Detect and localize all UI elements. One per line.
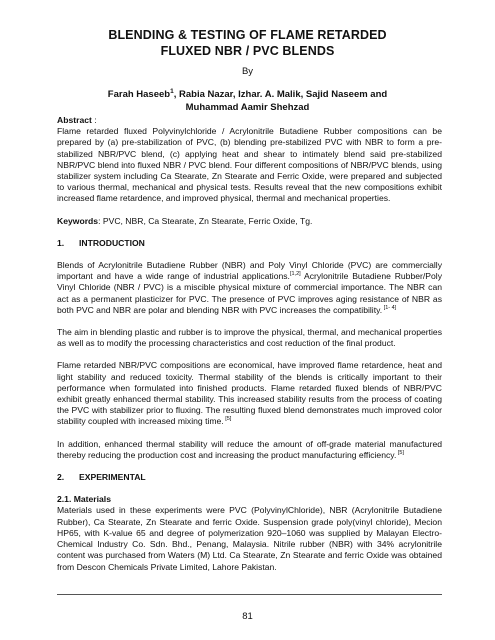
citation: [1,2] (289, 271, 301, 278)
section-2-number: 2. (57, 472, 65, 483)
abstract-label: Abstract (57, 115, 92, 125)
abstract-colon: : (91, 115, 97, 125)
intro-paragraph-2: The aim in blending plastic and rubber is to improve the physical, thermal, and mechanical properties as well as to modify the processing characteristics and cost reduction of the final product. (57, 327, 442, 349)
by-line: By (241, 66, 254, 77)
intro-paragraph-1: Blends of Acrylonitrile Butadiene Rubber (NBR) and Poly Vinyl Chloride (PVC) are commercially important and have a wide range of industrial applications.[1,2] Acrylonitrile Butadiene Rubber/Poly Vinyl Chloride (NBR / PVC) is a miscible physical mixture of commercial importance. The NBR can act as a permanent plasticizer for PVC. The presence of PVC improves aging resistance of NBR as both PVC and NBR are polar and blending NBR with PVC increases the compatibility. [1- 4] (57, 260, 442, 315)
paper-body (57, 115, 442, 573)
paper-title (0, 27, 495, 59)
section-2-title: EXPERIMENTAL (79, 472, 146, 483)
citation: [1- 4] (382, 304, 397, 311)
authors (0, 86, 495, 114)
subsection-materials-heading: 2.1. Materials (57, 494, 111, 505)
intro-paragraph-4: In addition, enhanced thermal stability will reduce the amount of off-grade material manufactured thereby reducing the production cost and increasing the product manufacturing efficiency. [5] (57, 438, 442, 460)
authors-rest: , Rabia Nazar, Izhar. A. Malik, Sajid Naseem and (173, 89, 388, 101)
abstract-label-line (57, 115, 442, 126)
section-2-heading (57, 472, 442, 483)
first-author-affiliation: 1 (170, 88, 174, 95)
keywords-text: : PVC, NBR, Ca Stearate, Zn Stearate, Ferric Oxide, Tg. (98, 215, 313, 226)
citation: [5] (396, 450, 404, 457)
section-1-number: 1. (57, 237, 65, 248)
keywords-label: Keywords (57, 215, 99, 226)
authors-line-2: Muhammad Aamir Shehzad (185, 101, 310, 113)
section-1-heading (57, 238, 442, 249)
first-author: Farah Haseeb (107, 89, 171, 101)
intro-paragraph-3: Flame retarded NBR/PVC compositions are economical, have improved flame retardence, heat and light stability and reduced toxicity. Thermal stability of the blends is critically important to their performance when formulated into finished products. Flame retarded fluxed blends of NBR/PVC exhibit greatly enhanced thermal stability. This increased stability results from the process of coating the PVC with stabilizer prior to fluxing. The resulting fluxed blend demonstrates much improved color stability coupled with increased mixing time. [5] (57, 360, 442, 427)
section-1-title: INTRODUCTION (79, 237, 145, 248)
abstract-text: Flame retarded fluxed Polyvinylchloride / Acrylonitrile Butadiene Rubber compositions can be prepared by (a) pre-stabilization of PVC, (b) blending pre-stabilized PVC with NBR to form a pre-stabilized NBR/PVC blend, (c) applying heat and shear to intimately blend said pre-stabilized NBR/PVC blend into fluxed NBR / PVC blend. Four different compositions of NBR/PVC blends, using stabilizer system including Ca Stearate, Zn Stearate and Ferric Oxide, were prepared and subjected to various thermal, mechanical and physical tests. Results reveal that the new compositions exhibit increased flame retardence, and improved physical, thermal and mechanical properties. (57, 126, 442, 204)
citation: [5] (223, 416, 232, 423)
footer-divider (57, 594, 442, 595)
keywords (57, 216, 442, 227)
title-line-1: BLENDING & TESTING OF FLAME RETARDED (108, 28, 387, 42)
authors-line-1 (0, 86, 495, 102)
title-line-2: FLUXED NBR / PVC BLENDS (160, 44, 335, 58)
materials-paragraph: Materials used in these experiments were PVC (PolyvinylChloride), NBR (Acrylonitrile Butadiene Rubber), Ca Stearate, Zn Stearate and ferric Oxide. Suspension grade poly(vinyl chloride), Mecion HP65, with K-value 65 and degree of polymerization 920–1060 was supplied by Malayan Electro-Chemical Industry Co. Sdn. Bhd., Penang, Malaysia. Nitrile rubber (NBR) with 34% acrylonitrile content was purchased from Waters (M) Ltd. Ca Stearate, Zn Stearate and ferric Oxide was obtained from Descon Chemicals Private Limited, Lahore Pakistan. (57, 505, 442, 572)
page-number: 81 (242, 611, 253, 622)
